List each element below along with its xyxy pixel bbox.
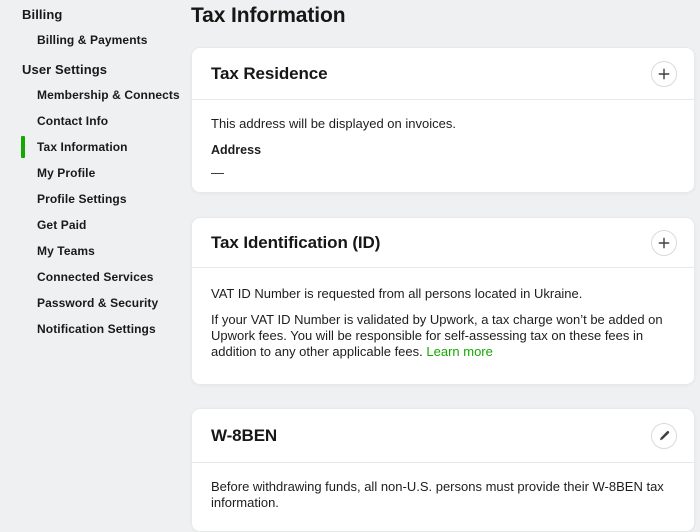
add-tax-id-button[interactable] [651, 230, 677, 256]
tax-residence-card-header [192, 48, 694, 100]
vat-info-text-body: If your VAT ID Number is validated by Upwork, a tax charge won’t be added on Upwork fees. You will be responsible for self-assessing tax on these fees in addition to any other applicable fees. [211, 312, 663, 359]
tax-identification-card-title: Tax Identification (ID) [211, 232, 381, 252]
tax-identification-card-body [192, 268, 694, 384]
sidebar-item-contact-info[interactable]: Contact Info [37, 114, 109, 128]
w8ben-card-body [192, 463, 694, 531]
tax-residence-card-body [192, 100, 694, 192]
vat-requested-text: VAT ID Number is requested from all persons located in Ukraine. [211, 286, 583, 301]
plus-icon [657, 236, 671, 250]
page-title: Tax Information [191, 4, 346, 27]
vat-info-text [211, 312, 675, 360]
tax-information-page [191, 0, 695, 532]
sidebar-item-my-teams[interactable]: My Teams [37, 244, 95, 258]
learn-more-link[interactable]: Learn more [426, 344, 493, 359]
sidebar-section-billing: Billing [22, 6, 63, 22]
address-value: — [211, 165, 224, 180]
w8ben-card [191, 408, 695, 532]
sidebar-item-connected-services[interactable]: Connected Services [37, 270, 154, 284]
sidebar-item-membership-connects[interactable]: Membership & Connects [37, 88, 180, 102]
tax-identification-card-header [192, 218, 694, 268]
pencil-icon [657, 429, 671, 443]
tax-residence-card-title: Tax Residence [211, 63, 328, 83]
sidebar-item-tax-information[interactable]: Tax Information [0, 134, 191, 160]
sidebar-item-my-profile[interactable]: My Profile [37, 166, 96, 180]
sidebar-item-billing-payments[interactable]: Billing & Payments [37, 33, 148, 47]
sidebar-item-profile-settings[interactable]: Profile Settings [37, 192, 127, 206]
w8ben-card-title: W-8BEN [211, 425, 278, 445]
sidebar-item-password-security[interactable]: Password & Security [37, 296, 159, 310]
w8ben-card-header [192, 409, 694, 463]
w8ben-description: Before withdrawing funds, all non-U.S. persons must provide their W-8BEN tax information. [211, 479, 664, 510]
sidebar-item-notification-settings[interactable]: Notification Settings [37, 322, 156, 336]
settings-sidebar [0, 0, 191, 342]
tax-identification-card [191, 217, 695, 385]
sidebar-item-get-paid[interactable]: Get Paid [37, 218, 87, 232]
sidebar-section-user-settings: User Settings [22, 61, 108, 77]
address-label: Address [211, 143, 262, 157]
add-tax-residence-button[interactable] [651, 61, 677, 87]
tax-residence-description: This address will be displayed on invoices. [211, 116, 456, 131]
tax-residence-card [191, 47, 695, 193]
edit-w8ben-button[interactable] [651, 423, 677, 449]
plus-icon [657, 67, 671, 81]
